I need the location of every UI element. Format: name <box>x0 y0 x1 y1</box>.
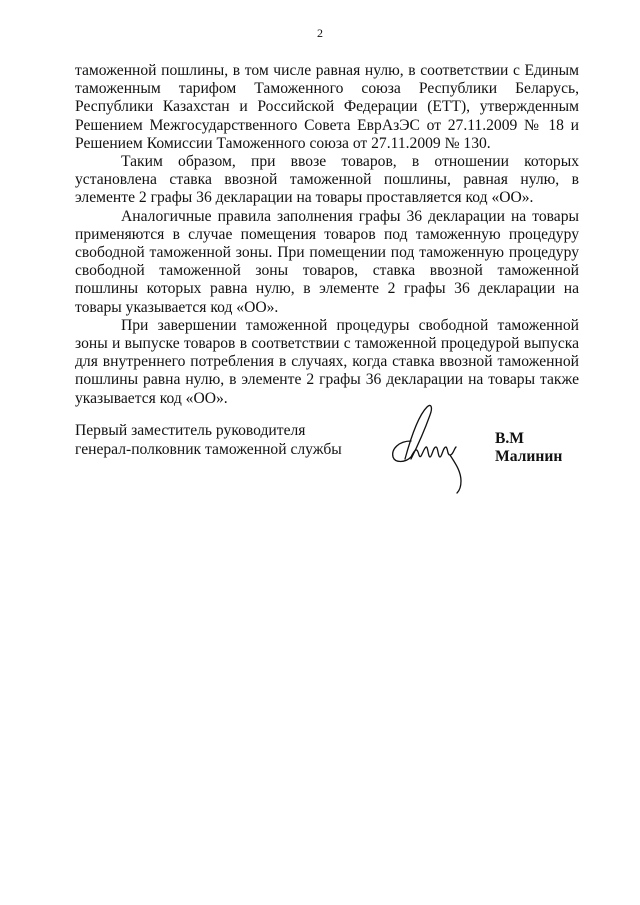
signatory-position: Первый заместитель руководителя <box>75 422 306 439</box>
signature-block <box>75 421 579 501</box>
signatory-title <box>75 421 342 459</box>
page-number: 2 <box>317 26 323 40</box>
signatory-name: В.М Малинин <box>495 430 563 465</box>
signatory-rank: генерал-полковник таможенной службы <box>75 441 342 458</box>
paragraph-3: Аналогичные правила заполнения графы 36 декларации на товары применяются в случае помещения товаров под таможенную процедуру свободной таможенной зоны. При помещении под таможенную процедуру свободной таможенной зоны товаров, ставка ввозной таможенной пошлины которых равна нулю, в элементе 2 графы 36 декларации на товары указывается код «ОО». <box>75 207 579 316</box>
paragraph-1: таможенной пошлины, в том числе равная нулю, в соответствии с Единым таможенным тарифом Таможенного союза Республики Беларусь, Республики Казахстан и Российской Федерации (ЕТТ), утвержденным Решением Межгосударственного Совета ЕврАзЭС от 27.11.2009 № 18 и Решением Комиссии Таможенного союза от 27.11.2009 № 130. <box>75 62 579 152</box>
paragraph-4: При завершении таможенной процедуры свободной таможенной зоны и выпуске товаров в соответствии с таможенной процедурой выпуска для внутреннего потребления в случаях, когда ставка ввозной таможенной пошлины равна нулю, в элементе 2 графы 36 декларации на товары также указывается код «ОО». <box>75 316 579 407</box>
document-body <box>75 62 579 408</box>
paragraph-2: Таким образом, при ввозе товаров, в отношении которых установлена ставка ввозной таможенной пошлины, равная нулю, в элементе 2 графы 36 декларации на товары проставляется код «ОО». <box>75 153 579 207</box>
handwritten-signature-icon <box>375 397 475 497</box>
